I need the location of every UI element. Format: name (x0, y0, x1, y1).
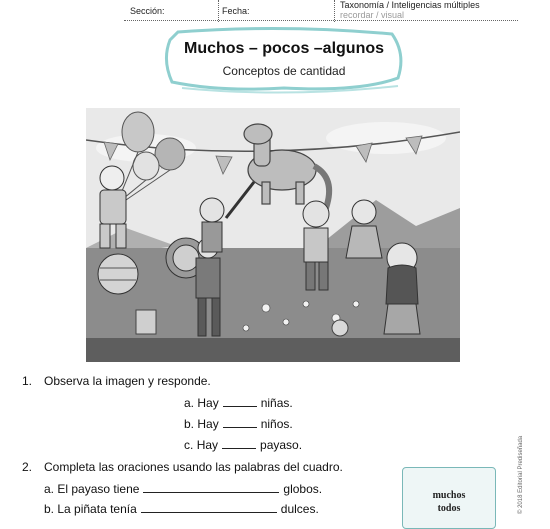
taxonomy-sub-label: recordar / visual (340, 10, 405, 20)
item-text-after: niños. (260, 417, 293, 431)
word-box-word: muchos (432, 490, 466, 501)
item-text-before: El payaso tiene (57, 482, 140, 496)
question-number: 1. (22, 374, 33, 388)
question-2-item-b (44, 502, 319, 516)
item-letter: a. (44, 482, 55, 496)
question-1-item-c (184, 438, 302, 452)
item-letter: b. (44, 502, 55, 516)
header-separator (334, 0, 335, 22)
worksheet-header (0, 0, 550, 22)
title-banner-shape (160, 26, 408, 100)
item-text-after: dulces. (280, 502, 319, 516)
header-rule (124, 20, 518, 21)
item-text-before: La piñata tenía (57, 502, 137, 516)
answer-blank[interactable] (222, 447, 256, 449)
answer-blank[interactable] (223, 426, 257, 428)
title-banner (160, 26, 408, 100)
page-subtitle: Conceptos de cantidad (222, 64, 346, 78)
section-label: Sección: (130, 6, 165, 16)
publisher-credit: © 2018 Editorial Prediseñada (518, 435, 524, 514)
answer-blank[interactable] (223, 405, 257, 407)
question-1-item-a (184, 396, 293, 410)
question-number: 2. (22, 460, 33, 474)
taxonomy-label: Taxonomía / Inteligencias múltiples (340, 0, 480, 10)
item-text-after: payaso. (260, 438, 303, 452)
item-letter: b. (184, 417, 195, 431)
question-text: Observa la imagen y responde. (44, 374, 211, 388)
question-1 (22, 374, 211, 388)
item-letter: a. (184, 396, 195, 410)
item-text-after: niñas. (260, 396, 293, 410)
item-letter: c. (184, 438, 194, 452)
party-illustration (86, 108, 460, 362)
question-2-item-a (44, 482, 322, 496)
answer-blank[interactable] (141, 511, 277, 513)
question-1-item-b (184, 417, 293, 431)
date-label: Fecha: (222, 6, 250, 16)
item-text-before: Hay (196, 438, 219, 452)
word-box (402, 467, 496, 529)
item-text-before: Hay (197, 396, 219, 410)
question-text: Completa las oraciones usando las palabras del cuadro. (44, 460, 343, 474)
item-text-after: globos. (283, 482, 323, 496)
word-box-word: todos (437, 503, 461, 514)
answer-blank[interactable] (143, 491, 279, 493)
page-title: Muchos – pocos –algunos (183, 40, 385, 57)
question-2 (22, 460, 343, 474)
header-separator (218, 0, 219, 22)
item-text-before: Hay (197, 417, 219, 431)
